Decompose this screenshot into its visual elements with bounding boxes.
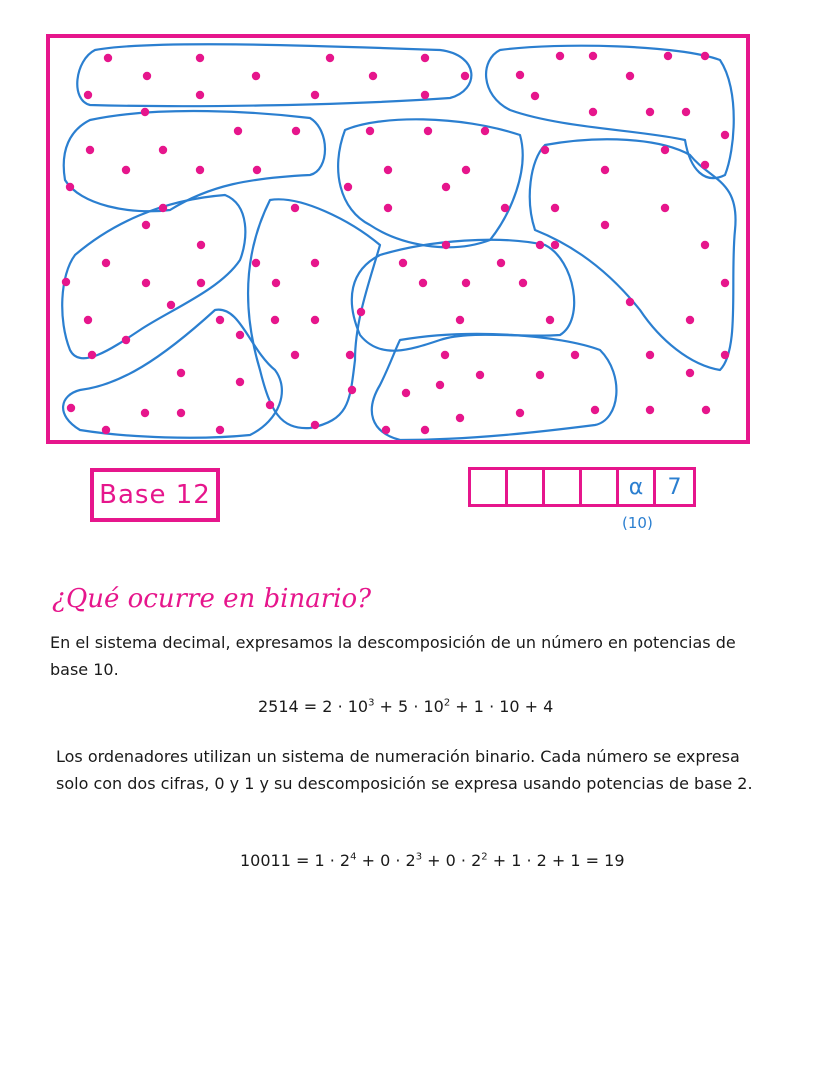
formula-term: + 1 · 2 + 1 = 19 — [487, 851, 625, 870]
formula-exponent: 4 — [350, 851, 357, 863]
formula-term: + 1 · 10 + 4 — [450, 697, 554, 716]
formula-term: + 0 · 2 — [422, 851, 482, 870]
formula-exponent: 2 — [443, 697, 451, 709]
formula-lhs: 2514 — [258, 697, 299, 716]
base-label-box — [90, 468, 220, 522]
figure-frame — [46, 34, 750, 444]
formula-term: + 5 · 10 — [374, 697, 444, 716]
digit-cell — [582, 470, 619, 504]
digit-cell — [508, 470, 545, 504]
formula-term: 1 · 2 — [314, 851, 351, 870]
digit-cells — [468, 467, 696, 507]
base-label: Base 12 — [99, 480, 211, 510]
paragraph-decimal: En el sistema decimal, expresamos la descomposición de un número en potencias de base 10. — [50, 633, 736, 679]
formula-exponent: 2 — [481, 851, 488, 863]
digit-cell — [471, 470, 508, 504]
formula-lhs: 10011 — [240, 851, 291, 870]
digit-caption: (10) — [622, 514, 653, 532]
formula-term: 2 · 10 — [322, 697, 369, 716]
digit-cell — [545, 470, 582, 504]
formula-binary: $10011 = 1 \cdot 2^4 + 0 \cdot 2^3 + 0 \cdot 2^2 + 1 \cdot 2 + 1 = 19$ — [240, 851, 625, 870]
digit-cell-alpha: α — [619, 470, 656, 504]
section-heading: ¿Qué ocurre en binario? — [52, 584, 372, 614]
paragraph-binary: Los ordenadores utilizan un sistema de numeración binario. Cada número se expresa solo con dos cifras, 0 y 1 y su descomposición se expresa usando potencias de base 2. — [56, 747, 753, 793]
formula-exponent: 3 — [368, 697, 375, 709]
formula-exponent: 3 — [415, 851, 423, 863]
digit-cell-seven: 7 — [667, 474, 682, 500]
formula-term: + 0 · 2 — [356, 851, 416, 870]
formula-decimal: $2514 = 2 \cdot 10^3 + 5 \cdot 10^2 + 1 \cdot 10 + 4$ — [258, 697, 554, 716]
